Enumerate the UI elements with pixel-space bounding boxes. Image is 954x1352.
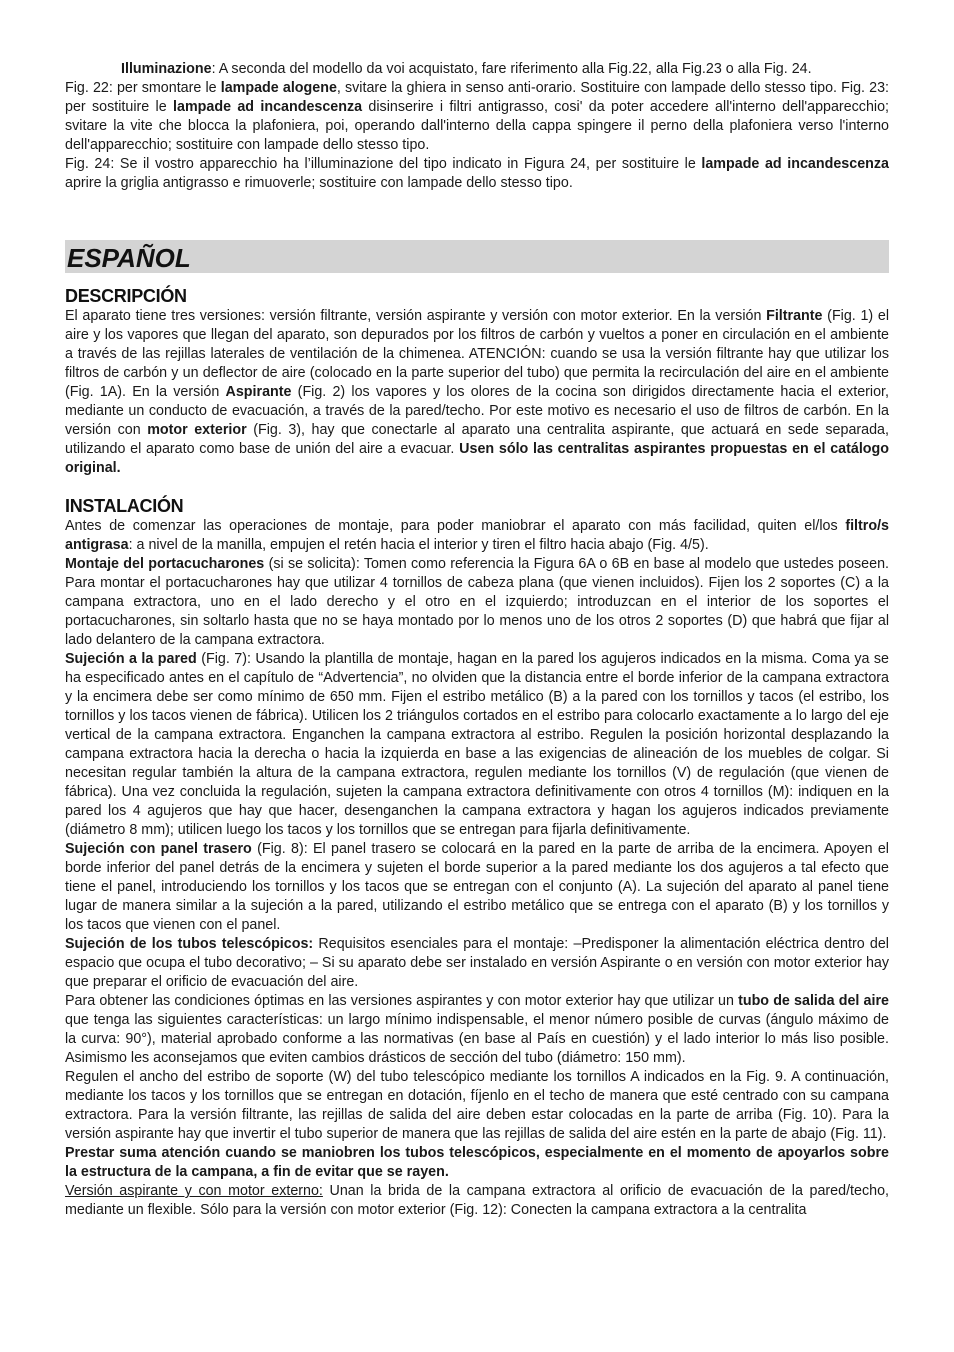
italian-fig24-paragraph (65, 155, 889, 193)
instalacion-heading: INSTALACIÓN (65, 496, 184, 516)
estribo-soporte-text: Regulen el ancho del estribo de soporte (W) del tubo telescópico mediante los tornillos A indicados en la Fig. 9. A continuación, mediante los tacos y los tornillos que se entregan en dotación, fíjenlo en el techo de manera que esté centrado con su campana extractora. Para la versión filtrante, las rejillas de salida del aire deben estar colocadas en la parte de arriba (Fig. 10). Para la versión aspirante hay que invertir el tubo superior de manera que las rejillas de salida del aire estén en la parte de abajo (Fig. 11). (65, 1069, 889, 1142)
tubo-salida-paragraph (65, 992, 889, 1068)
filters-text-1: Antes de comenzar las operaciones de montaje, para poder maniobrar el aparato con más facilidad, quiten el/los (65, 518, 846, 534)
tubos-telescopicos-bold: Sujeción de los tubos telescópicos: (65, 936, 314, 952)
descripcion-paragraph (65, 307, 889, 478)
instalacion-filters-paragraph (65, 517, 889, 555)
portacucharones-bold: Montaje del portacucharones (65, 556, 265, 572)
version-aspirante-underlined: Versión aspirante y con motor externo: (65, 1183, 323, 1199)
panel-trasero-bold: Sujeción con panel trasero (65, 841, 252, 857)
tubo-salida-bold: tubo de salida del aire (738, 993, 889, 1009)
sujecion-pared-paragraph (65, 650, 889, 840)
version-aspirante-paragraph (65, 1182, 889, 1220)
filters-text-2: : a nivel de la manilla, empujen el retén hacia el interior y tiren el filtro hacia abajo (Fig. 4/5). (128, 537, 709, 553)
portacucharones-text: (si se solicita): Tomen como referencia la Figura 6A o 6B en base al modelo que ustedes poseen. Para montar el portacucharones hay que utilizar 4 tornillos de cabeza plana (que vienen incluidos). Fijen los 2 soportes (C) a la campana extractora, uno en el lado derecho y el otro en el izquierdo; introduzcan en el interior de los soportes el portacucharones, sin soltarlo hasta que no se haya montado por lo menos uno de los otros 2 soportes (D) que habrá que fijar al lado delantero de la campana extractora. (65, 556, 889, 648)
fig24-text: Fig. 24: Se il vostro apparecchio ha l’illuminazione del tipo indicato in Figura 24, per sostituire le (65, 156, 702, 172)
italian-fig22-23-paragraph (65, 79, 889, 155)
version-aspirante-text: Unan la brida de la campana extractora al orificio de evacuación de la pared/techo, mediante un flexible. Sólo para la versión con motor exterior (Fig. 12): Conecten la campana extractora a la centralita (65, 1183, 889, 1218)
illumination-label: Illuminazione (121, 61, 212, 77)
portacucharones-paragraph (65, 555, 889, 650)
descripcion-bold-filtrante: Filtrante (766, 308, 823, 324)
fig23-bold: lampade ad incandescenza (173, 99, 363, 115)
descripcion-text-3: (Fig. 2) los vapores y los olores de la cocina son dirigidos directamente hacia el exterior, mediante un conducto de evacuación, a través de la pared/techo. Por este motivo es necesario el uso de filtros de carbón. En la versión con (65, 384, 889, 438)
tubos-telescopicos-text: Requisitos esenciales para el montaje: –Predisponer la alimentación eléctrica dentro del espacio que ocupa el tubo decorativo; – Si su aparato debe ser instalado en versión Aspirante o en versión con motor exterior hay que preparar el orificio de evacuación del aire. (65, 936, 889, 990)
descripcion-bold-motor: motor exterior (147, 422, 247, 438)
fig23-rest: disinserire i filtri antigrasso, cosi' da poter accedere all'interno dell'apparecchio; svitare la vite che blocca la plafoniera, poi, operando dall'interno della cappa spingere il perno della plafoniera verso l'interno dell'apparecchio; sostituire con lampade dello stesso tipo. (65, 99, 889, 153)
estribo-soporte-paragraph (65, 1068, 889, 1144)
fig23-text: , svitare la ghiera in senso anti-orario. Sostituire con lampade dello stesso tipo. Fig. 23: per sostituire le (65, 80, 889, 115)
warning-paragraph (65, 1144, 889, 1182)
document-page (65, 60, 889, 1220)
italian-illumination-paragraph (65, 60, 889, 79)
sujecion-pared-bold: Sujeción a la pared (65, 651, 197, 667)
language-title: ESPAÑOL (67, 243, 191, 273)
panel-trasero-text: (Fig. 8): El panel trasero se colocará en la pared en la parte de arriba de la encimera. Apoyen el borde inferior del panel detrás de la encimera y sujeten el borde superior a la pared mediante los dos agujeros a tal efecto que tiene el panel, introduciendo los tornillos y los tacos que se entregan con el conjunto (A). La sujeción del aparato al panel tiene lugar de manera similar a la sujeción a la pared, utilizando el estribo metálico que se entrega con el aparato (B) y los tornillos y los tacos que vienen con el panel. (65, 841, 889, 933)
fig22-bold: lampade alogene (220, 80, 337, 96)
descripcion-bold-aspirante: Aspirante (225, 384, 292, 400)
descripcion-text-4: (Fig. 3), hay que conectarle al aparato una centralita aspirante, que actuará en sede separada, utilizando el aparato como base de unión del aire a evacuar. (65, 422, 889, 457)
tubo-salida-text-1: Para obtener las condiciones óptimas en las versiones aspirantes y con motor exterior hay que utilizar un (65, 993, 739, 1009)
tubos-telescopicos-paragraph (65, 935, 889, 992)
sujecion-pared-text: (Fig. 7): Usando la plantilla de montaje, hagan en la pared los agujeros indicados en la misma. Coma ya se ha especificado antes en el capítulo de “Advertencia”, no olviden que la distancia entre el borde inferior de la campana extractora y la encimera debe ser como mínimo de 650 mm. Fijen el estribo metálico (B) a la pared con los tornillos y tacos (el estribo, los tornillos y los tacos vienen de fábrica). Utilicen los 2 triángulos cortados en el estribo para colocarlo exactamente a lo largo del eje vertical de la campana extractora. Enganchen la campana extractora al estribo. Regulen la posición horizontal desplazando la campana extractora hacia la derecha o hacia la izquierda en base a las exigencias de alineación de los muebles de colgar. Si necesitan regular también la altura de la campana extractora, regulen mediante los tornillos (V) de regulación (que vienen de fábrica). Una vez concluida la regulación, sujeten la campana extractora definitivamente con otros 4 tornillos (M): indiquen en la pared los 4 agujeros que hay que hacer, desenganchen la campana extractora y hagan los agujeros indicados previamente (diámetro 8 mm); utilicen luego los tacos y los tornillos que se entregan para fijarla definitivamente. (65, 651, 889, 838)
descripcion-bold-warning: Usen sólo las centralitas aspirantes propuestas en el catálogo original. (65, 441, 889, 476)
illumination-intro: : A seconda del modello da voi acquistato, fare riferimento alla Fig.22, alla Fig.23 o alla Fig. 24. (211, 61, 812, 77)
descripcion-text-1: El aparato tiene tres versiones: versión filtrante, versión aspirante y versión con motor exterior. En la versión (65, 308, 767, 324)
fig24-bold: lampade ad incandescenza (701, 156, 889, 172)
warning-bold: Prestar suma atención cuando se maniobren los tubos telescópicos, especialmente en el momento de apoyarlos sobre la estructura de la campana, a fin de evitar que se rayen. (65, 1145, 889, 1180)
fig24-rest: aprire la griglia antigrasso e rimuoverle; sostituire con lampade dello stesso tipo. (65, 175, 573, 191)
filters-bold: filtro/s antigrasa (65, 518, 889, 553)
fig22-text: Fig. 22: per smontare le (65, 80, 221, 96)
descripcion-text-2: (Fig. 1) el aire y los vapores que llegan del aparato, son depurados por los filtros de carbón y vueltos a poner en circulación en el ambiente a través de las rejillas laterales de ventilación de la chimenea. ATENCIÓN: cuando se usa la versión filtrante hay que utilizar los filtros de carbón y un deflector de aire (colocado en la parte superior del tubo) que permita la recirculación del aire en el ambiente (Fig. 1A). En la versión (65, 308, 889, 400)
descripcion-heading: DESCRIPCIÓN (65, 286, 187, 306)
panel-trasero-paragraph (65, 840, 889, 935)
tubo-salida-text-2: que tenga las siguientes características: un largo mínimo indispensable, el menor número posible de curvas (ángulo máximo de la curva: 90°), material aprobado conforme a las normativas (en base al País en cuestión) y el lado interior lo más liso posible. Asimismo les aconsejamos que eviten cambios drásticos de sección del tubo (diámetro: 150 mm). (65, 1012, 889, 1066)
language-header-bar (65, 240, 889, 273)
